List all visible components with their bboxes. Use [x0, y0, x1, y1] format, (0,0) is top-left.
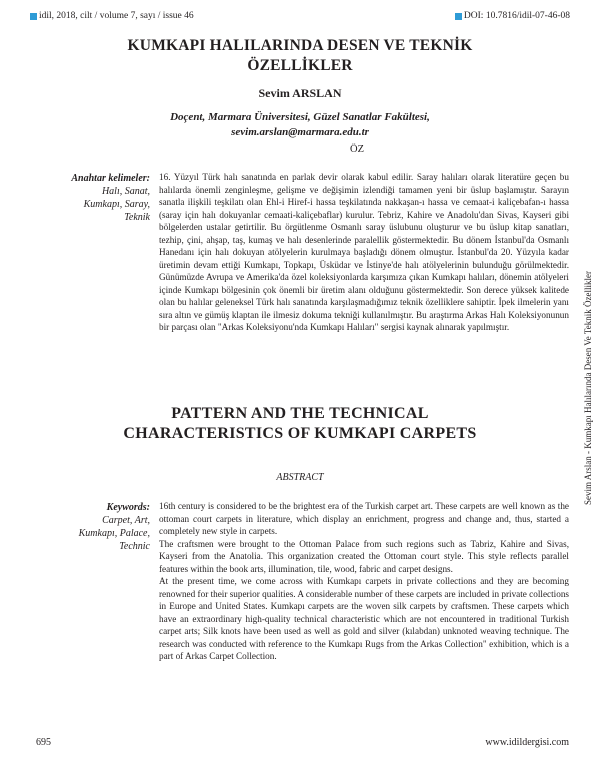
abstract-heading: ABSTRACT: [276, 472, 324, 483]
square-bullet-icon: [30, 13, 37, 20]
affiliation-text: Doçent, Marmara Üniversitesi, Güzel Sanatlar Fakültesi,: [170, 111, 430, 123]
keywords-en-line: Kumkapı, Palace,: [78, 528, 150, 539]
abstract-en-paragraph: 16th century is considered to be the brightest era of the Turkish carpet art. These carpets are well known as the ottoman court carpets in literature, which display an enrichment, progress and change and, thus, started a completely new style in carpets.: [159, 501, 569, 536]
keywords-en-heading: Keywords:: [106, 502, 150, 513]
paper-title-en: PATTERN AND THE TECHNICAL CHARACTERISTICS OF KUMKAPI CARPETS: [123, 405, 477, 442]
keywords-tr-heading: Anahtar kelimeler:: [71, 173, 150, 184]
journal-website[interactable]: www.idildergisi.com: [485, 737, 569, 748]
keywords-en-line: Carpet, Art,: [102, 515, 150, 526]
oz-heading: ÖZ: [350, 144, 364, 155]
abstract-en-paragraph: The craftsmen were brought to the Ottoman Palace from such regions such as Tabriz, Kahire and Sivas, Kayseri from the Anatolia. This organization created the Ottoman court style. This style reflects parallel features within the book arts, illumination, tile, wood, fabric and carpet designs.: [159, 538, 569, 574]
author-affiliation: [100, 110, 500, 140]
doi: [455, 11, 570, 21]
keywords-en-line: Technic: [119, 541, 150, 552]
page-number: 695: [36, 737, 51, 748]
author-email[interactable]: sevim.arslan@marmara.edu.tr: [231, 126, 369, 138]
keywords-tr-line: Kumkapı, Saray,: [83, 199, 150, 210]
journal-citation: [30, 11, 194, 21]
paper-title-tr: KUMKAPI HALILARINDA DESEN VE TEKNİK ÖZELLİKLER: [127, 37, 473, 74]
doi-text: DOI: 10.7816/idil-07-46-08: [463, 11, 570, 21]
keywords-tr-line: Halı, Sanat,: [101, 186, 150, 197]
abstract-en-paragraph: At the present time, we come across with Kumkapı carpets in private collections and they are becoming renowned for their superior qualities. A considerable number of these carpets are included in private collections in Europe and United States. Kumkapı carpets are the woven silk carpets by craftsmen. These carpets which have an extraordinary high-quality technical characteristic which are not encountered in traditional Turkish carpet arts; Silk knots have been used as well as gold and silver (kılabdan) unknoted weaving technique. The research was conducted with reference to the Kumkapı Rugs from the Arkas Collection" exhibition, which is a part of Arkas Carpet Collection.: [159, 576, 569, 661]
journal-citation-text: idil, 2018, cilt / volume 7, sayı / issue 46: [39, 11, 194, 21]
abstract-tr-text: 16. Yüzyıl Türk halı sanatında en parlak devir olarak kabul edilir. Saray halıları olarak literatüre geçen bu halılarda önemli zenginleşme, gelişme ve değişimin izlendiği tamamen yeni bir üslup başlamıştır. Sarayın sanatla ilişkili teşkilatı olan Ehl-i Hiref-i hassa teşkilatında nakkaşan-ı hassa ve cemaat-i kaliçebafan-ı hassa (saray için halı dokuyanlar cemaati-kaliçebaflar) kurulur. Tebriz, Kahire ve Anadolu'dan Sivas, Kayseri gibi bölgelerden ustalar getirtilir. Bu örgütlenme Osmanlı saray üslubunu oluşturur ve bu üslup kitap sanatları, tezhip, çini, ahşap, taş, kumaş ve halı desenlerinde paralellik göstermektedir. Bu dönem İstanbul'da Osmanlı Hanedanı için halı dokuyan atölyelerin kurulmaya başladığı dönem olmuştur. İstanbul'da 20. Yüzyıla kadar üretimin devam ettiği Kumkapı, Topkapı, Üsküdar ve İstinye'de halı atölyelerinin bulunduğu görülmektedir. Günümüzde Avrupa ve Amerika'da özel koleksiyonlarda karşımıza çıkan Kumkapı halıları, dönemin atölyeleri içinde Kumkapı bölgesinin çok önemli bir üretim alanı olduğunu göstermektedir. Son derece yüksek kalitede olan bu halılar geleneksel Türk halı sanatında karşılaşmadığımız teknik özelliklere sahiptir. İpek ilmelerin yanı sıra altın ve gümüş klaptan ile ilmesiz dokuma tekniği kullanılmıştır. Bu araştırma Arkas Halı Koleksiyonunun bir parçası olan "Arkas Koleksiyonu'nda Kumkapı Halıları" sergisi kaynak alınarak yapılmıştır.: [159, 172, 569, 332]
abstract-tr: [159, 171, 569, 334]
running-header-text: Sevim Arslan - Kumkapı Halılarında Desen Ve Teknik Özellikler: [583, 271, 593, 505]
keywords-tr: [20, 172, 150, 224]
keywords-en: [20, 501, 150, 553]
keywords-tr-line: Teknik: [124, 212, 150, 223]
author-name: Sevim ARSLAN: [258, 86, 342, 100]
abstract-en: [159, 500, 569, 663]
square-bullet-icon: [455, 13, 462, 20]
